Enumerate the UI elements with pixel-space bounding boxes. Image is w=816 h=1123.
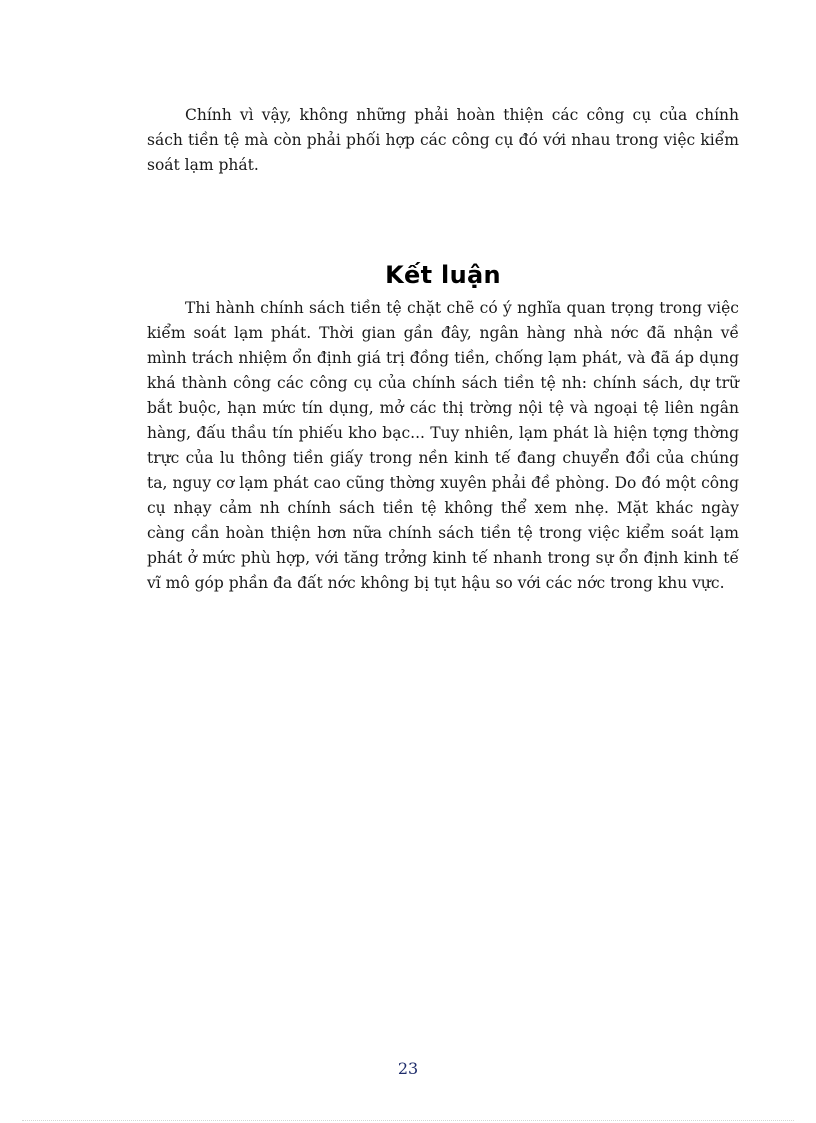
page-content [147,103,739,596]
intro-paragraph: Chính vì vậy, không những phải hoàn thiện các công cụ của chính sách tiền tệ mà còn phải phối hợp các công cụ đó với nhau trong việc kiểm soát lạm phát. [147,106,739,174]
footer-divider [22,1120,794,1121]
conclusion-paragraph: Thi hành chính sách tiền tệ chặt chẽ có ý nghĩa quan trọng trong việc kiểm soát lạm phát. Thời gian gần đây, ngân hàng nhà nớc đã nhận về mình trách nhiệm ổn định giá trị đồng tiền, chống lạm phát, và đã áp dụng khá thành công các công cụ của chính sách tiền tệ nh: chính sách, dự trữ bắt buộc, hạn mức tín dụng, mở các thị trờng nội tệ và ngoại tệ liên ngân hàng, đấu thầu tín phiếu kho bạc... Tuy nhiên, lạm phát là hiện tợng thờng trực của lu thông tiền giấy trong nền kinh tế đang chuyển đổi của chúng ta, nguy cơ lạm phát cao cũng thờng xuyên phải đề phòng. Do đó một công cụ nhạy cảm nh chính sách tiền tệ không thể xem nhẹ. Mặt khác ngày càng cần hoàn thiện hơn nữa chính sách tiền tệ trong việc kiểm soát lạm phát ở mức phù hợp, với tăng trởng kinh tế nhanh trong sự ổn định kinh tế vĩ mô góp phần đa đất nớc không bị tụt hậu so với các nớc trong khu vực. [147,299,739,592]
section-heading: Kết luận [385,261,501,289]
page-number: 23 [397,1059,419,1078]
